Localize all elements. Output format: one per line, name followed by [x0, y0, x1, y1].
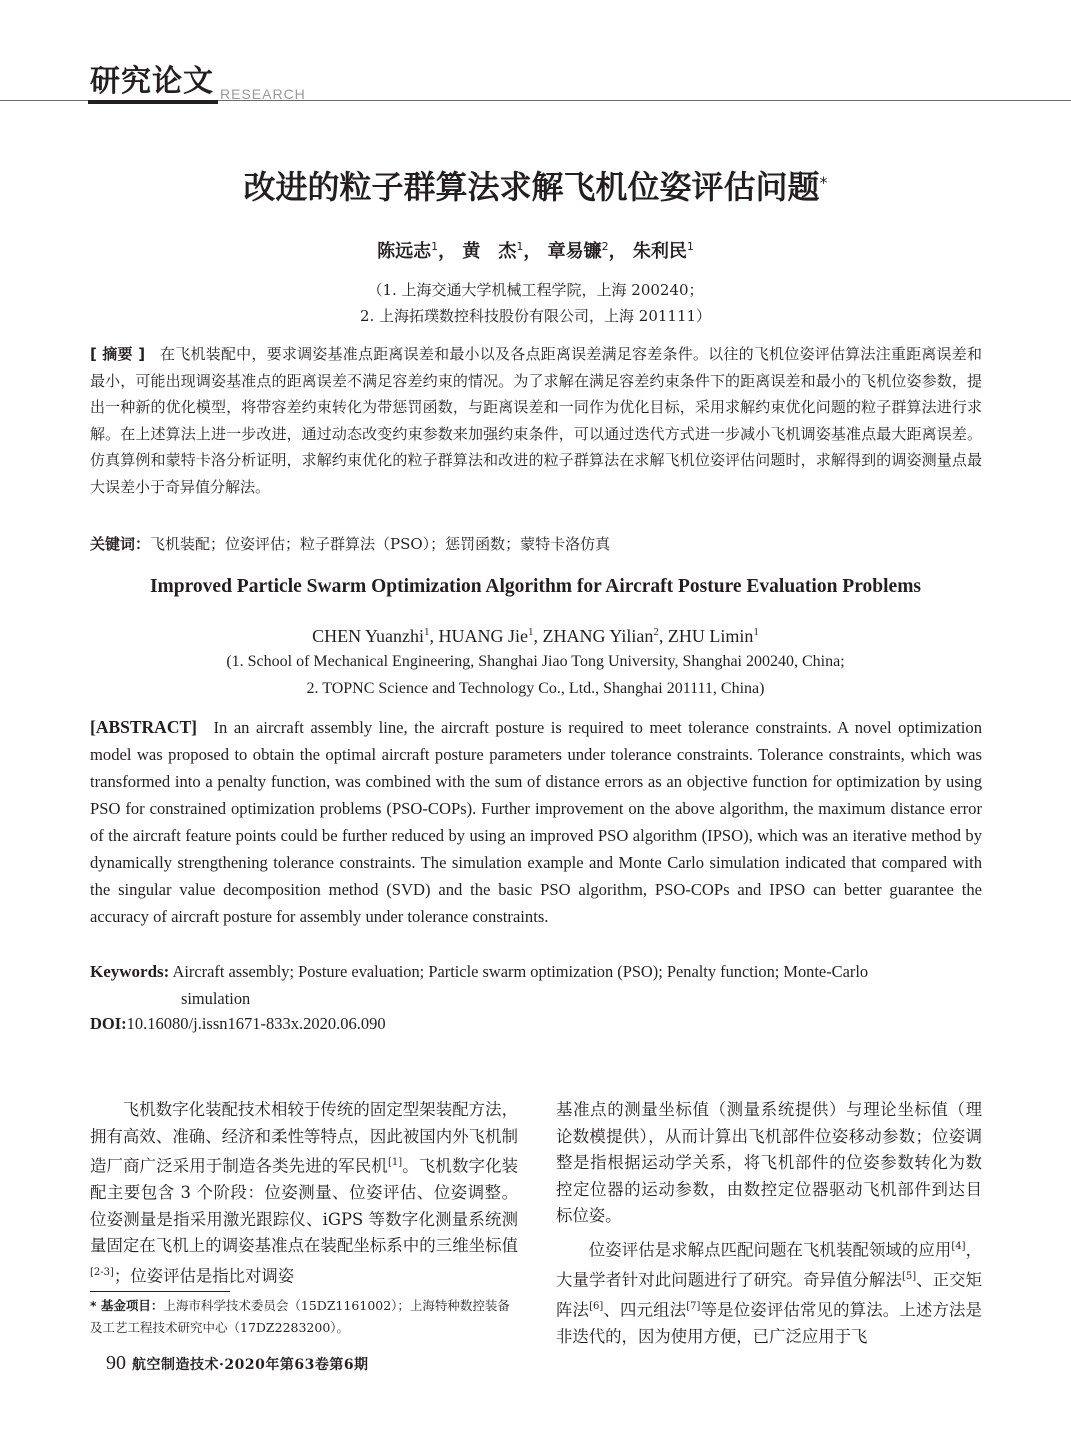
keywords-text-cn: 飞机装配；位姿评估；粒子群算法（PSO）；惩罚函数；蒙特卡洛仿真	[150, 535, 611, 553]
author-name: 朱利民	[632, 241, 687, 262]
paper-title-en: Improved Particle Swarm Optimization Algorithm for Aircraft Posture Evaluation Problems	[149, 576, 922, 597]
journal-name: 航空制造技术·2020年第63卷第6期	[132, 1357, 369, 1373]
body-text: 等是位姿评估常见的算法。上述方法是非迭代的，因为使用方便，已广泛应用于飞	[556, 1300, 983, 1347]
doi	[90, 1012, 386, 1036]
body-text: 、正交矩阵法	[556, 1270, 983, 1320]
keywords-en	[90, 958, 982, 1008]
citation: [1]	[387, 1157, 403, 1169]
citation: [7]	[686, 1301, 701, 1313]
author-name: ZHU Limin	[667, 626, 754, 646]
body-text: 位姿评估是求解点匹配问题在飞机装配领域的应用	[588, 1240, 952, 1260]
body-text: ，大量学者针对此问题进行了研究。奇异值分解法	[556, 1240, 983, 1290]
citation: [6]	[589, 1301, 604, 1313]
citation: [5]	[901, 1271, 917, 1283]
body-column-left	[90, 1097, 518, 1290]
footnote	[90, 1295, 518, 1338]
author-affil: 1	[424, 626, 430, 638]
doi-label: DOI:	[90, 1014, 127, 1033]
author-name: 黄 杰	[462, 241, 517, 262]
authors-en	[0, 620, 1071, 648]
body-text: 飞机数字化装配技术相较于传统的固定型架装配方法，拥有高效、准确、经济和柔性等特点，因此被国内外飞机制造厂商广泛采用于制造各类先进的军民机	[90, 1100, 518, 1176]
author-name: 章易镰	[547, 241, 602, 262]
footnote-rule	[90, 1291, 230, 1292]
keywords-text-en-line2: simulation	[181, 989, 251, 1008]
body-text: ；位姿评估是指比对调姿	[113, 1266, 295, 1286]
keywords-label-en: Keywords:	[90, 962, 170, 981]
author-sep: ，	[608, 241, 627, 262]
abstract-cn	[90, 341, 982, 500]
author-affil: 2	[653, 626, 659, 638]
section-label-en: RESEARCH	[220, 86, 306, 102]
author-affil: 1	[516, 240, 524, 253]
body-text: 、四元组法	[603, 1300, 687, 1320]
affiliation-cn-2: 2. 上海拓璞数控科技股份有限公司，上海 201111）	[359, 307, 712, 325]
author-affil: 2	[601, 240, 609, 253]
citation: [4]	[951, 1240, 966, 1252]
affiliation-en-1: (1. School of Mechanical Engineering, Shanghai Jiao Tong University, Shanghai 200240, China;	[226, 653, 845, 670]
author-name: CHEN Yuanzhi	[312, 626, 424, 646]
page-number: 90	[106, 1352, 126, 1374]
author-sep: ,	[533, 626, 543, 646]
abstract-label-en: [ABSTRACT]	[90, 717, 197, 737]
footnote-text: 上海市科学技术委员会（15DZ1161002）；上海特种数控装备及工艺工程技术研究中心（17DZ2283200）。	[90, 1298, 510, 1335]
authors-cn	[0, 234, 1071, 265]
author-name: HUANG Jie	[438, 626, 528, 646]
body-text: 。飞机数字化装配主要包含 3 个阶段：位姿测量、位姿评估、位姿调整。位姿测量是指采用激光跟踪仪、iGPS 等数字化测量系统测量固定在飞机上的调姿基准点在装配坐标系中的三维坐标值	[90, 1156, 519, 1256]
section-label-cn: 研究论文	[90, 64, 214, 99]
abstract-text-cn: 在飞机装配中，要求调姿基准点距离误差和最小以及各点距离误差满足容差条件。以往的飞机位姿评估算法注重距离误差和最小，可能出现调姿基准点的距离误差不满足容差约束的情况。为了求解在满足容差约束条件下的距离误差和最小的飞机位姿参数，提出一种新的优化模型，将带容差约束转化为带惩罚函数，与距离误差和一同作为优化目标，采用求解约束优化问题的粒子群算法进行求解。在上述算法上进一步改进，通过动态改变约束参数来加强约束条件，可以通过迭代方式进一步减小飞机调姿基准点最大距离误差。仿真算例和蒙特卡洛分析证明，求解约束优化的粒子群算法和改进的粒子群算法在求解飞机位姿评估问题时，求解得到的调姿测量点最大误差小于奇异值分解法。	[90, 345, 982, 496]
author-affil: 1	[753, 626, 759, 638]
author-name: ZHANG Yilian	[542, 626, 654, 646]
abstract-text-en: In an aircraft assembly line, the aircraft posture is required to meet tolerance constraints. A novel optimization model was proposed to obtain the optimal aircraft posture parameters under tolerance constraints. Tolerance constraints, which was transformed into a penalty function, was combined with the sum of distance errors as an objective function for optimization by using PSO for constrained optimization problems (PSO-COPs). Further improvement on the above algorithm, the maximum distance error of the aircraft feature points could be further reduced by using an improved PSO algorithm (IPSO), which was an iterative method by dynamically strengthening tolerance constraints. The simulation example and Monte Carlo simulation indicated that compared with the singular value decomposition method (SVD) and the basic PSO algorithm, PSO-COPs and IPSO can better guarantee the accuracy of aircraft posture for assembly under tolerance constraints.	[90, 718, 983, 926]
keywords-text-en-line1: Aircraft assembly; Posture evaluation; Particle swarm optimization (PSO); Penalty function; Monte-Carlo	[172, 962, 869, 981]
keywords-label-cn: 关键词：	[90, 535, 151, 553]
author-sep: ,	[429, 626, 439, 646]
author-name: 陈远志	[377, 241, 432, 262]
author-affil: 1	[431, 240, 439, 253]
affiliation-cn-1: （1. 上海交通大学机械工程学院，上海 200240；	[367, 281, 704, 299]
title-footnote-mark: *	[819, 173, 828, 192]
author-sep: ,	[658, 626, 668, 646]
abstract-label-cn: [ 摘要 ]	[90, 345, 146, 363]
citation: [2-3]	[90, 1267, 114, 1279]
body-paragraph	[556, 1234, 982, 1351]
footnote-label: * 基金项目：	[90, 1298, 164, 1313]
body-column-right	[556, 1097, 982, 1351]
author-sep: ，	[523, 241, 542, 262]
abstract-en	[90, 714, 982, 930]
paper-title-cn	[0, 166, 1071, 208]
header-rule-accent	[88, 100, 218, 104]
author-affil: 1	[686, 240, 694, 253]
doi-value: 10.16080/j.issn1671-833x.2020.06.090	[126, 1014, 386, 1033]
affiliation-en-2: 2. TOPNC Science and Technology Co., Ltd., Shanghai 201111, China)	[306, 680, 765, 697]
title-text: 改进的粒子群算法求解飞机位姿评估问题	[243, 168, 820, 206]
author-sep: ，	[438, 241, 457, 262]
author-affil: 1	[528, 626, 534, 638]
body-paragraph: 基准点的测量坐标值（测量系统提供）与理论坐标值（理论数模提供），从而计算出飞机部件位姿移动参数；位姿调整是指根据运动学关系，将飞机部件的位姿参数转化为数控定位器的运动参数，由数控定位器驱动飞机部件到达目标位姿。	[556, 1100, 982, 1226]
page-footer	[106, 1351, 369, 1377]
keywords-cn	[90, 531, 982, 558]
body-paragraph	[90, 1097, 518, 1290]
